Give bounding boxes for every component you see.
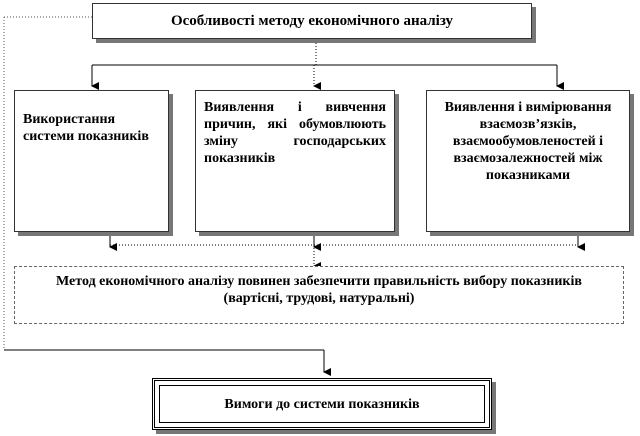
top-box xyxy=(92,3,532,39)
left-box xyxy=(14,90,169,232)
right-box-text: Виявлення і вимірювання взаємозв’язків, взаємообумовленостей і взаємозалежностей між показниками xyxy=(444,100,612,183)
left-box-text: Використання системи показників xyxy=(23,112,149,144)
method-box-text: Метод економічного аналізу повинен забезпечити правильність вибору показників (вартісні, трудові, натуральні) xyxy=(56,274,582,306)
top-box-title: Особливості методу економічного аналізу xyxy=(170,12,454,29)
middle-box xyxy=(195,90,395,232)
bottom-box-title: Вимоги до системи показників xyxy=(224,396,420,412)
method-box xyxy=(14,266,624,324)
right-box xyxy=(426,90,630,232)
middle-box-text: Виявлення і вивчення причин, які обумовлюють зміну господарських показників xyxy=(204,100,386,166)
bottom-box xyxy=(152,378,492,430)
